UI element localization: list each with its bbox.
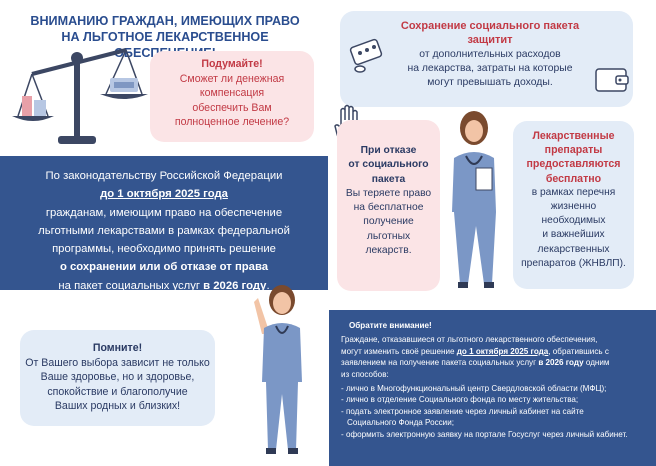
drugs-line: препаратов (ЖНВЛП).	[521, 257, 626, 269]
keep-package-box	[340, 11, 633, 107]
drugs-line: и важнейших	[542, 229, 605, 241]
refuse-line: Вы теряете право	[345, 187, 432, 199]
law-block	[0, 156, 328, 290]
keep-text	[390, 48, 590, 90]
drugs-heading-line: препараты	[544, 144, 603, 157]
drugs-line: жизненно	[550, 201, 597, 213]
law-line: программы, необходимо принять решение	[52, 243, 276, 256]
notice-option: - лично в отделение Социального фонда по месту жительства;	[341, 395, 579, 405]
scales-illustration	[8, 44, 156, 152]
doctor-with-clipboard-illustration	[440, 108, 512, 293]
think-line: компенсация	[199, 87, 265, 99]
remember-line: От Вашего выбора зависит не только	[25, 356, 210, 369]
law-period: .	[266, 279, 270, 292]
keep-line: на лекарства, затраты на которые	[407, 63, 573, 74]
refuse-line: лекарств.	[365, 245, 412, 257]
notice-option: - лично в Многофункциональный центр Свердловской области (МФЦ);	[341, 384, 607, 394]
wallet-icon	[594, 63, 630, 95]
drugs-line: в рамках перечня	[531, 186, 616, 198]
refuse-heading-line: от социального	[348, 159, 429, 171]
title-line-1: ВНИМАНИЮ ГРАЖДАН, ИМЕЮЩИХ ПРАВО	[30, 14, 300, 28]
law-line: на пакет социальных услуг	[58, 279, 201, 292]
think-line: обеспечить Вам	[192, 101, 272, 114]
notice-line: одним	[583, 358, 610, 368]
refuse-heading-line: При отказе	[360, 145, 417, 156]
refuse-line: льготных	[366, 230, 411, 242]
drugs-line: необходимых	[541, 215, 606, 227]
law-decision: о сохранении или об отказе от права	[59, 261, 269, 274]
notice-line: могут изменить своё решение	[341, 346, 457, 356]
refuse-line: получение	[363, 216, 414, 228]
law-year: в 2026 году	[200, 279, 267, 292]
drugs-heading-line: Лекарственные	[532, 130, 615, 142]
think-heading: Подумайте!	[201, 58, 263, 70]
refuse-box	[337, 120, 440, 291]
notice-option: - подать электронное заявление через личный кабинет на сайте	[341, 406, 584, 416]
refuse-line: на бесплатное	[353, 202, 424, 214]
think-box	[150, 51, 314, 142]
law-deadline: до 1 октября 2025 года	[100, 188, 228, 201]
keep-title	[390, 19, 590, 47]
notice-line: Граждане, отказавшиеся от льготного лекарственного обеспечения,	[341, 335, 598, 345]
keep-title-line: защитит	[467, 34, 513, 46]
law-line: гражданам, имеющим право на обеспечение	[45, 206, 283, 219]
notice-option: Социального Фонда России;	[347, 418, 454, 428]
notice-option: - оформить электронную заявку на портале Госуслуг через личный кабинет.	[341, 429, 628, 439]
drugs-line: лекарственных	[537, 243, 610, 255]
notice-heading: Обратите внимание!	[349, 321, 432, 330]
law-line: льготными лекарствами в рамках федеральной	[38, 224, 290, 237]
keep-line: могут превышать доходы.	[427, 77, 553, 88]
drugs-heading-line: бесплатно	[545, 172, 602, 185]
remember-line: Ваше здоровье, но и здоровье,	[40, 371, 195, 384]
notice-line: из способов:	[341, 369, 389, 379]
think-line: Сможет ли денежная	[179, 72, 285, 85]
think-line: полноценное лечение?	[174, 116, 290, 128]
keep-line: от дополнительных расходов	[419, 49, 561, 60]
law-line: По законодательству Российской Федерации	[45, 170, 283, 182]
title-line-2: НА ЛЬГОТНОЕ ЛЕКАРСТВЕННОЕ	[61, 30, 269, 44]
pills-icon	[348, 37, 388, 77]
notice-line: , обратившись с	[548, 346, 609, 356]
remember-heading: Помните!	[92, 342, 143, 354]
drugs-heading-line: предоставляются	[526, 158, 621, 171]
notice-year: в 2026 году	[538, 358, 584, 368]
remember-box	[20, 330, 215, 426]
notice-line: заявлением на получение пакета социальных услуг	[341, 358, 539, 368]
refuse-heading-line: пакета	[371, 173, 406, 185]
keep-title-line: Сохранение социального пакета	[400, 20, 580, 32]
notice-deadline: до 1 октября 2025 года	[456, 346, 549, 356]
notice-block	[329, 310, 656, 466]
doctor-pointing-illustration	[240, 279, 310, 460]
free-drugs-box	[513, 121, 634, 289]
remember-line: спокойствие и благополучие	[47, 385, 188, 398]
remember-line: Ваших родных и близких!	[54, 400, 181, 413]
